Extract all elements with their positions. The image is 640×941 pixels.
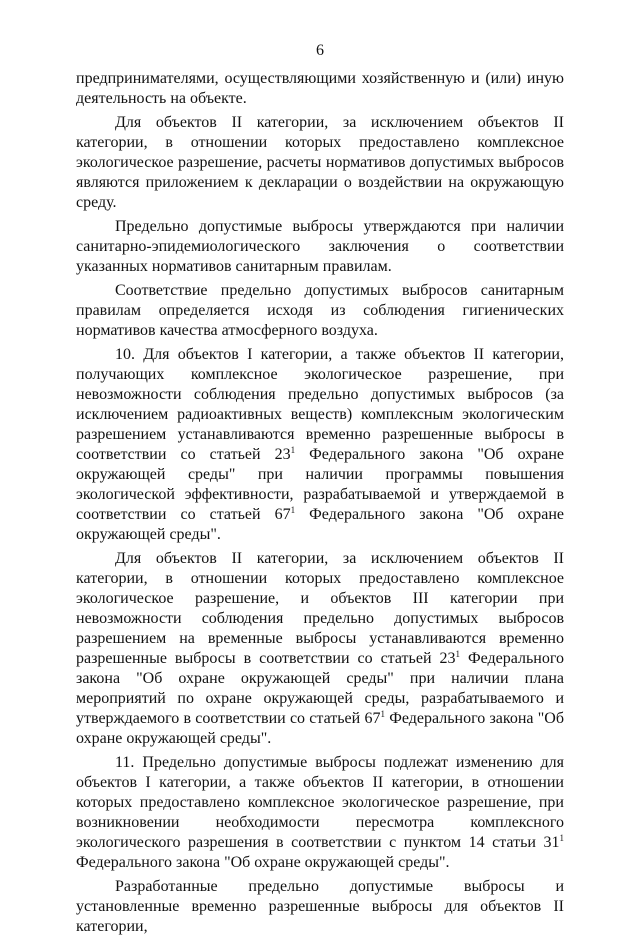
- article-superscript: 1: [290, 445, 296, 455]
- paragraph-text: предпринимателями, осуществляющими хозяйственную и (или) иную деятельность на объекте.: [76, 70, 564, 107]
- paragraph-continuation: [76, 69, 564, 109]
- paragraph-item-11: [76, 753, 564, 873]
- paragraph-category-ii-iii-temporary: [76, 549, 564, 749]
- paragraph-text: Для объектов II категории, за исключением объектов II категории, в отношении которых предоставлено комплексное экологическое разрешение, и объектов III категории при невозможности соблюдения предельно допустимых выбросов разрешением на временные выбросы устанавливаются временно разрешенные выбросы в соответствии со статьей 23: [76, 550, 564, 667]
- paragraph-text: Предельно допустимые выбросы утверждаются при наличии санитарно-эпидемиологического заключения о соответствии указанных нормативов санитарным правилам.: [76, 218, 564, 275]
- paragraph-text: Федерального закона "Об охране окружающей среды" при наличии плана мероприятий по охране окружающей среды, разрабатываемого и утверждаемого в соответствии со статьей 67: [76, 650, 565, 727]
- paragraph-developed-emissions: [76, 877, 564, 937]
- paragraph-hygienic-standards: [76, 281, 564, 341]
- document-body: [76, 69, 564, 941]
- article-superscript: 1: [455, 649, 460, 659]
- article-superscript: 1: [380, 709, 385, 719]
- paragraph-text: Разработанные предельно допустимые выбросы и установленные временно разрешенные выбросы для объектов II категории,: [76, 878, 564, 935]
- paragraph-category-ii-calculations: [76, 113, 564, 213]
- paragraph-text: Федерального закона "Об охране окружающей среды".: [76, 506, 564, 543]
- article-superscript: 1: [559, 833, 564, 843]
- paragraph-item-10: [76, 345, 564, 545]
- paragraph-text: Для объектов II категории, за исключением объектов II категории, в отношении которых предоставлено комплексное экологическое разрешение, расчеты нормативов допустимых выбросов являются приложением к декларации о воздействии на окружающую среду.: [76, 114, 564, 211]
- paragraph-sanitary-conclusion: [76, 217, 564, 277]
- paragraph-text: Федерального закона "Об охране окружающей среды".: [76, 854, 450, 871]
- paragraph-text: 11. Предельно допустимые выбросы подлежат изменению для объектов I категории, а также объектов II категории, в отношении которых предоставлено комплексное экологическое разрешение, при возникновении необходимости пересмотра комплексного экологического разрешения в соответствии с пунктом 14 статьи 31: [76, 754, 564, 851]
- page-number: 6: [316, 42, 324, 59]
- article-superscript: 1: [290, 505, 296, 515]
- paragraph-text: Федерального закона "Об охране окружающей среды" при наличии программы повышения экологической эффективности, разрабатываемой и утверждаемой в соответствии со статьей 67: [76, 446, 564, 523]
- paragraph-text: Федерального закона "Об охране окружающей среды".: [76, 710, 565, 747]
- paragraph-text: Соответствие предельно допустимых выбросов санитарным правилам определяется исходя из соблюдения гигиенических нормативов качества атмосферного воздуха.: [76, 282, 564, 339]
- paragraph-text: 10. Для объектов I категории, а также объектов II категории, получающих комплексное экологическое разрешение, при невозможности соблюдения предельно допустимых выбросов (за исключением радиоактивных веществ) комплексным экологическим разрешением устанавливаются временно разрешенные выбросы в соответствии со статьей 23: [76, 346, 564, 463]
